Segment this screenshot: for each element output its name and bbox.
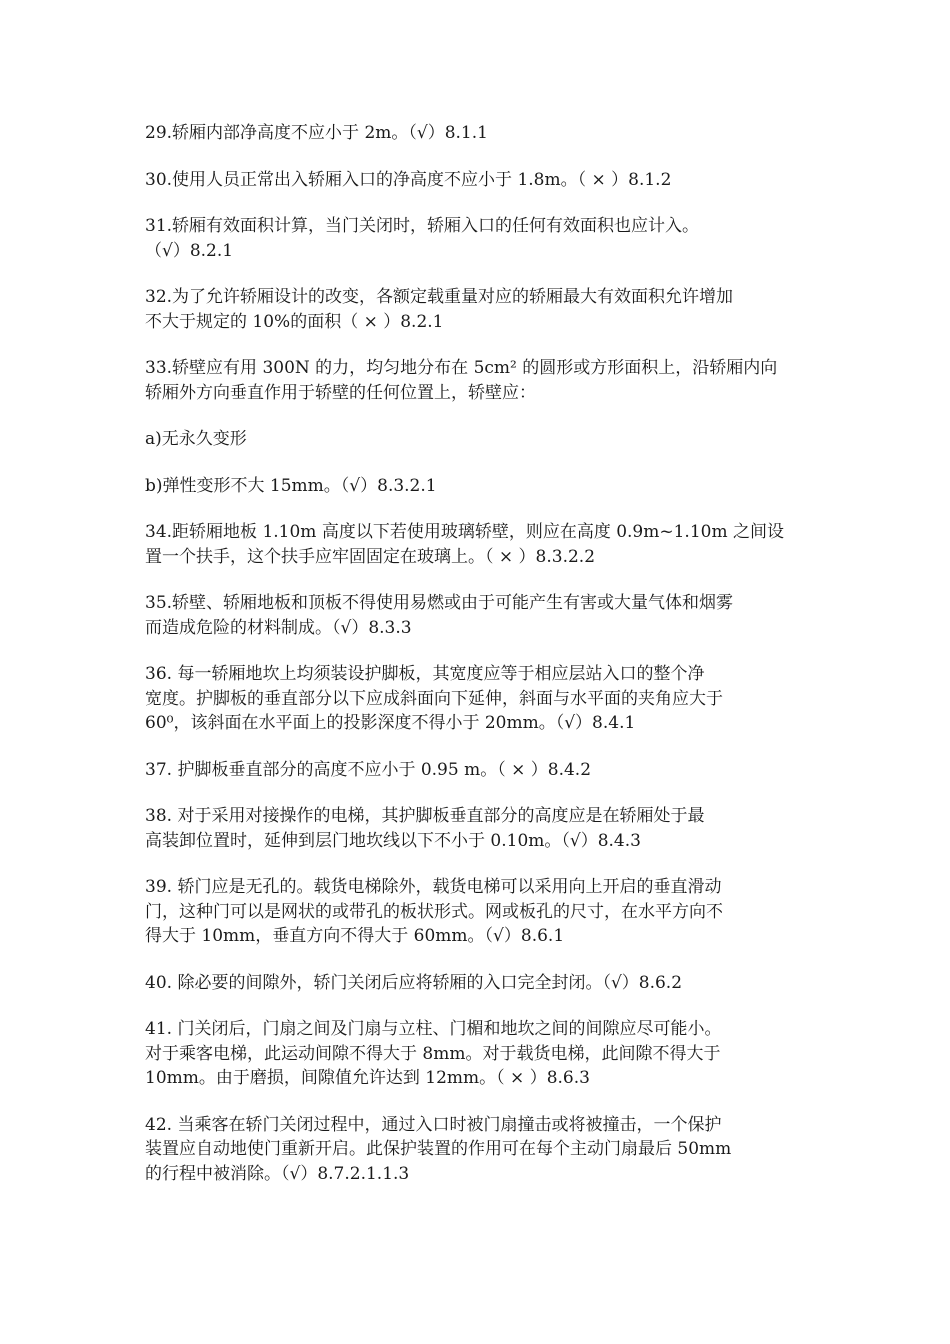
question-paragraph xyxy=(145,875,813,949)
paragraph-line: 29.轿厢内部净高度不应小于 2m。（√）8.1.1 xyxy=(145,123,488,143)
paragraph-line: 31.轿厢有效面积计算，当门关闭时，轿厢入口的任何有效面积也应计入。 xyxy=(145,216,700,236)
paragraph-line: 60⁰，该斜面在水平面上的投影深度不得小于 20mm。（√）8.4.1 xyxy=(145,713,636,733)
paragraph-line: 38. 对于采用对接操作的电梯，其护脚板垂直部分的高度应是在轿厢处于最 xyxy=(145,806,705,826)
paragraph-line: a)无永久变形 xyxy=(145,429,247,449)
question-paragraph xyxy=(145,474,813,499)
paragraph-line: 得大于 10mm，垂直方向不得大于 60mm。（√）8.6.1 xyxy=(145,926,565,946)
question-paragraph xyxy=(145,121,813,146)
paragraph-line: 35.轿壁、轿厢地板和顶板不得使用易燃或由于可能产生有害或大量气体和烟雾 xyxy=(145,593,734,613)
question-paragraph xyxy=(145,356,813,405)
paragraph-line: 34.距轿厢地板 1.10m 高度以下若使用玻璃轿壁，则应在高度 0.9m~1.10m 之间设 xyxy=(145,522,784,542)
question-paragraph xyxy=(145,214,813,263)
paragraph-line: 装置应自动地使门重新开启。此保护装置的作用可在每个主动门扇最后 50mm xyxy=(145,1139,732,1159)
question-paragraph xyxy=(145,1113,813,1187)
question-paragraph xyxy=(145,591,813,640)
paragraph-line: 37. 护脚板垂直部分的高度不应小于 0.95 m。（ × ）8.4.2 xyxy=(145,759,592,780)
paragraph-line: b)弹性变形不大 15mm。（√）8.3.2.1 xyxy=(145,475,437,496)
question-paragraph xyxy=(145,427,813,452)
document-body xyxy=(145,121,813,1208)
paragraph-line: 门，这种门可以是网状的或带孔的板状形式。网或板孔的尺寸，在水平方向不 xyxy=(145,901,723,922)
paragraph-line: 10mm。由于磨损，间隙值允许达到 12mm。（ × ）8.6.3 xyxy=(145,1068,590,1088)
question-paragraph xyxy=(145,1017,813,1091)
paragraph-line: 高装卸位置时，延伸到层门地坎线以下不小于 0.10m。（√）8.4.3 xyxy=(145,830,641,851)
paragraph-line: 40. 除必要的间隙外，轿门关闭后应将轿厢的入口完全封闭。（√）8.6.2 xyxy=(145,972,683,993)
question-paragraph xyxy=(145,168,813,193)
question-paragraph xyxy=(145,804,813,853)
paragraph-line: 置一个扶手，这个扶手应牢固固定在玻璃上。（ × ）8.3.2.2 xyxy=(145,546,596,567)
question-paragraph xyxy=(145,662,813,736)
question-paragraph xyxy=(145,285,813,334)
question-paragraph xyxy=(145,971,813,996)
paragraph-line: 的行程中被消除。（√）8.7.2.1.1.3 xyxy=(145,1163,410,1184)
paragraph-line: 39. 轿门应是无孔的。载货电梯除外，载货电梯可以采用向上开启的垂直滑动 xyxy=(145,877,722,897)
paragraph-line: 宽度。护脚板的垂直部分以下应成斜面向下延伸，斜面与水平面的夹角应大于 xyxy=(145,688,723,709)
paragraph-line: 36. 每一轿厢地坎上均须装设护脚板，其宽度应等于相应层站入口的整个净 xyxy=(145,664,705,684)
paragraph-line: 对于乘客电梯，此运动间隙不得大于 8mm。对于载货电梯，此间隙不得大于 xyxy=(145,1043,721,1064)
paragraph-line: 33.轿壁应有用 300N 的力，均匀地分布在 5cm² 的圆形或方形面积上，沿轿厢内向 xyxy=(145,358,778,378)
paragraph-line: 轿厢外方向垂直作用于轿壁的任何位置上，轿壁应： xyxy=(145,382,536,403)
paragraph-line: 不大于规定的 10%的面积（ × ）8.2.1 xyxy=(145,311,444,332)
paragraph-line: 30.使用人员正常出入轿厢入口的净高度不应小于 1.8m。（ × ）8.1.2 xyxy=(145,169,672,190)
question-paragraph xyxy=(145,520,813,569)
paragraph-line: 32.为了允许轿厢设计的改变，各额定载重量对应的轿厢最大有效面积允许增加 xyxy=(145,287,734,307)
paragraph-line: 而造成危险的材料制成。（√）8.3.3 xyxy=(145,617,412,638)
paragraph-line: （√）8.2.1 xyxy=(145,240,234,261)
paragraph-line: 41. 门关闭后，门扇之间及门扇与立柱、门楣和地坎之间的间隙应尽可能小。 xyxy=(145,1019,722,1039)
question-paragraph xyxy=(145,758,813,783)
paragraph-line: 42. 当乘客在轿门关闭过程中，通过入口时被门扇撞击或将被撞击，一个保护 xyxy=(145,1114,722,1135)
